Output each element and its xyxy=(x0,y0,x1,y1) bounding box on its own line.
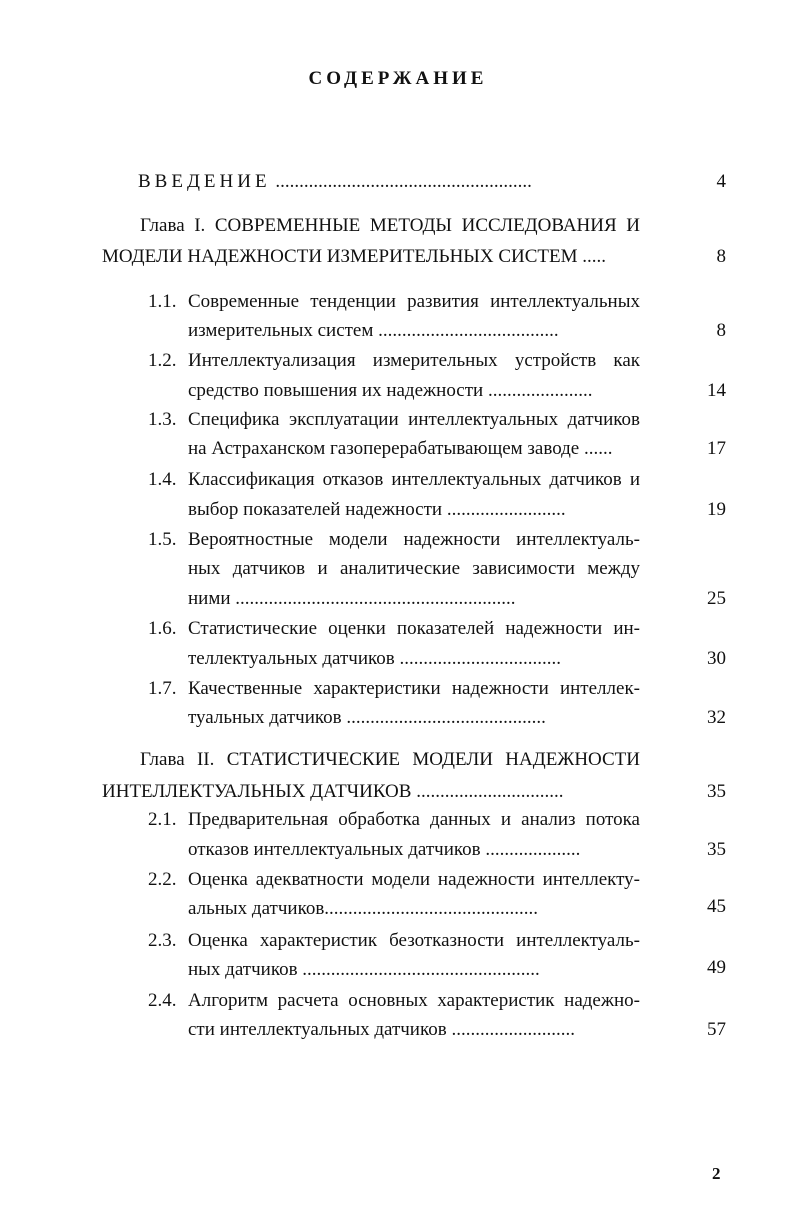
toc-intro-label: ВВЕДЕНИЕ xyxy=(138,171,271,192)
toc-section-number: 1.2. xyxy=(148,350,177,371)
toc-page-number: 35 xyxy=(707,781,726,802)
toc-section-number: 1.1. xyxy=(148,291,177,312)
toc-section-title: Оценка характеристик безотказности интеллектуаль- xyxy=(188,930,640,951)
toc-section-title: Вероятностные модели надежности интеллектуаль- xyxy=(188,529,640,550)
toc-page-number: 35 xyxy=(707,839,726,860)
page-number: 2 xyxy=(712,1164,721,1183)
toc-section-number: 1.6. xyxy=(148,618,177,639)
toc-page-number: 57 xyxy=(707,1019,726,1040)
toc-page-number: 14 xyxy=(707,380,726,401)
toc-section-number: 1.5. xyxy=(148,529,177,550)
toc-section-title: Оценка адекватности модели надежности интеллекту- xyxy=(188,869,640,890)
toc-section-number: 1.7. xyxy=(148,678,177,699)
toc-section-title: Качественные характеристики надежности интеллек- xyxy=(188,678,640,699)
toc-section-number: 2.4. xyxy=(148,990,177,1011)
toc-page-number: 25 xyxy=(707,588,726,609)
toc-page-number: 8 xyxy=(716,320,726,341)
toc-section-title: ных датчиков и аналитические зависимости между xyxy=(188,558,640,579)
toc-page-number: 30 xyxy=(707,648,726,669)
toc-section-title: выбор показателей надежности ......................... xyxy=(188,499,566,520)
toc-page-number: 32 xyxy=(707,707,726,728)
toc-section-title: ними ........................................................... xyxy=(188,588,516,609)
toc-section-title: Современные тенденции развития интеллектуальных xyxy=(188,291,640,312)
toc-page-number: 8 xyxy=(716,246,726,267)
toc-chapter-title: Глава II. СТАТИСТИЧЕСКИЕ МОДЕЛИ НАДЕЖНОСТИ xyxy=(140,749,640,770)
toc-section-title: Предварительная обработка данных и анализ потока xyxy=(188,809,640,830)
toc-section-title: Интеллектуализация измерительных устройств как xyxy=(188,350,640,371)
toc-leader: ...................................................... xyxy=(275,171,532,192)
toc-section-title: на Астраханском газоперерабатывающем заводе ...... xyxy=(188,438,613,459)
toc-section-number: 1.4. xyxy=(148,469,177,490)
toc-chapter-title: ИНТЕЛЛЕКТУАЛЬНЫХ ДАТЧИКОВ ............................... xyxy=(102,781,564,802)
toc-section-title: Алгоритм расчета основных характеристик надежно- xyxy=(188,990,640,1011)
toc-section-title: отказов интеллектуальных датчиков .................... xyxy=(188,839,581,860)
toc-chapter-title: Глава I. СОВРЕМЕННЫЕ МЕТОДЫ ИССЛЕДОВАНИЯ И xyxy=(140,215,640,236)
toc-page-number: 17 xyxy=(707,438,726,459)
toc-section-number: 2.1. xyxy=(148,809,177,830)
toc-page-number: 4 xyxy=(716,171,726,192)
toc-section-title: теллектуальных датчиков .................................. xyxy=(188,648,561,669)
toc-section-title: средство повышения их надежности ...................... xyxy=(188,380,593,401)
toc-section-number: 1.3. xyxy=(148,409,177,430)
toc-section-title: альных датчиков............................................. xyxy=(188,898,539,919)
toc-section-title: Статистические оценки показателей надежности ин- xyxy=(188,618,640,639)
toc-section-title: ных датчиков .................................................. xyxy=(188,959,540,980)
toc-section-title: измерительных систем ...................................... xyxy=(188,320,559,341)
toc-section-number: 2.3. xyxy=(148,930,177,951)
toc-section-title: туальных датчиков .......................................... xyxy=(188,707,546,728)
toc-section-title: сти интеллектуальных датчиков .......................... xyxy=(188,1019,575,1040)
toc-section-title: Классификация отказов интеллектуальных датчиков и xyxy=(188,469,640,490)
toc-page-number: 19 xyxy=(707,499,726,520)
toc-section-number: 2.2. xyxy=(148,869,177,890)
page-title: СОДЕРЖАНИЕ xyxy=(308,68,488,89)
toc-chapter-title: МОДЕЛИ НАДЕЖНОСТИ ИЗМЕРИТЕЛЬНЫХ СИСТЕМ ..... xyxy=(102,246,607,267)
toc-page-number: 49 xyxy=(707,957,726,978)
toc-section-title: Специфика эксплуатации интеллектуальных датчиков xyxy=(188,409,640,430)
toc-page-number: 45 xyxy=(707,896,726,917)
